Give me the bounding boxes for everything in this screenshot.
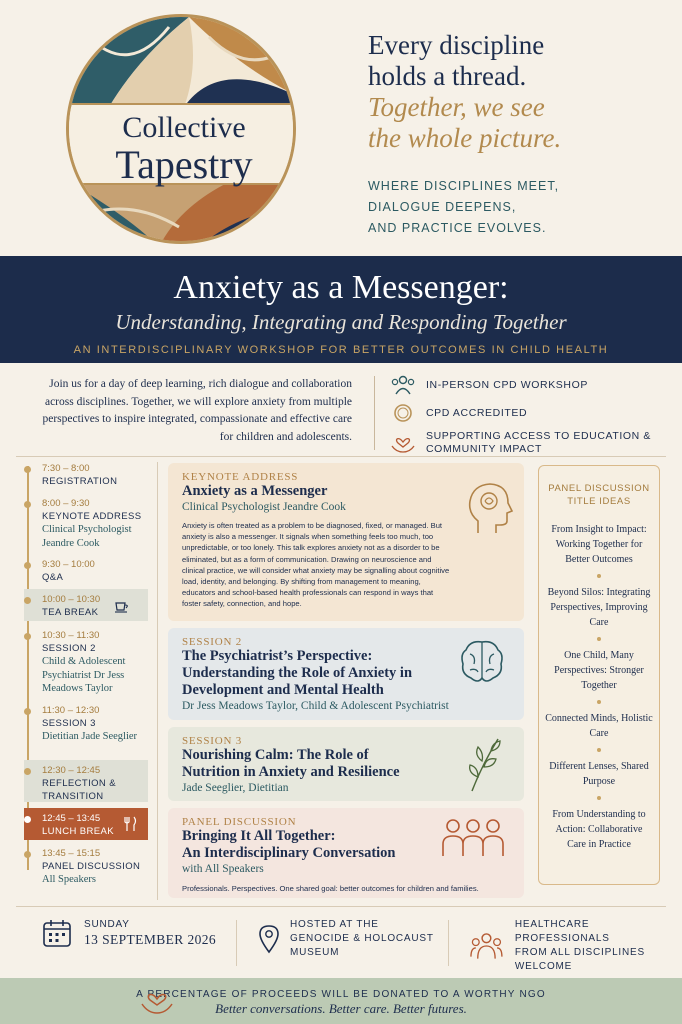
schedule-label: REGISTRATION	[42, 476, 118, 487]
session-2-kicker: SESSION 2	[182, 636, 243, 648]
schedule-label: TEA BREAK	[42, 607, 99, 618]
footer-slogan: Better conversations. Better care. Better futures.	[215, 1001, 467, 1016]
schedule-item	[24, 629, 148, 696]
event-title: Anxiety as a Messenger:	[173, 269, 509, 306]
feature-list	[390, 374, 660, 462]
teacup-icon	[114, 599, 130, 613]
reflection-row	[24, 760, 148, 802]
schedule-label: LUNCH BREAK	[42, 826, 114, 837]
info-separator	[448, 920, 449, 966]
timeline-dot	[24, 633, 31, 640]
group-people-icon	[440, 818, 506, 858]
title-band	[0, 256, 682, 363]
event-subtitle: Understanding, Integrating and Responding Together	[115, 310, 567, 334]
timeline-dot	[24, 562, 31, 569]
info-separator	[236, 920, 237, 966]
tagline-line-2: holds a thread.	[368, 61, 527, 91]
schedule-time: 13:45 – 15:15	[42, 848, 101, 859]
schedule-item	[24, 704, 148, 744]
donation-note: A PERCENTAGE OF PROCEEDS WILL BE DONATED TO A WORTHY NGO	[136, 989, 546, 1000]
leaf-branch-icon	[464, 735, 504, 793]
idea-separator	[597, 748, 601, 752]
timeline-dot	[24, 501, 31, 508]
tagline-sub-1: WHERE DISCIPLINES MEET,	[368, 179, 560, 193]
session-3-kicker: SESSION 3	[182, 735, 243, 747]
panel-idea: Different Lenses, Shared Purpose	[549, 761, 649, 787]
schedule-label: REFLECTION & TRANSITION	[42, 778, 116, 802]
event-kicker: AN INTERDISCIPLINARY WORKSHOP FOR BETTER OUTCOMES IN CHILD HEALTH	[73, 344, 609, 356]
schedule-item	[24, 764, 148, 803]
schedule-speaker: Dietitian Jade Seeglier	[42, 731, 138, 742]
intro-divider	[374, 376, 375, 450]
location-pin-icon	[258, 924, 280, 954]
tagline-line-4: the whole picture.	[368, 123, 562, 153]
panel-idea: Beyond Silos: Integrating Perspectives, Improving Care	[547, 587, 651, 628]
keynote-description: Anxiety is often treated as a problem to be diagnosed, fixed, or managed. But anxiety is also a messenger. It signals when something feels too much, too unpredictable, or too lonely. This talk explores anxiety not as a disorder to be eliminated, but as a form of communication. Drawing on neuroscience and clinical practice, we will consider what anxiety may be signalling about cognitive load, identity, and belonging. By shifting from management to meaning, educators and school-based health professionals can respond in ways that foster safety, connection, and hope.	[182, 521, 450, 609]
info-divider	[16, 906, 666, 907]
idea-separator	[597, 796, 601, 800]
heart-hands-icon	[140, 986, 174, 1016]
schedule-time: 12:30 – 12:45	[42, 765, 101, 776]
schedule-label: PANEL DISCUSSION	[42, 861, 141, 872]
schedule-time: 9:30 – 10:00	[42, 559, 95, 570]
feature-item	[390, 402, 660, 424]
panel-ideas-box	[538, 465, 660, 885]
schedule-time: 12:45 – 13:45	[42, 813, 101, 824]
schedule-time: 8:00 – 9:30	[42, 498, 90, 509]
calendar-icon	[42, 918, 72, 948]
schedule-item	[24, 497, 148, 550]
panel-description: Professionals. Perspectives. One shared goal: better outcomes for children and families.	[182, 884, 479, 893]
schedule-time: 11:30 – 12:30	[42, 705, 100, 716]
event-date: 13 SEPTEMBER 2026	[84, 932, 217, 947]
feature-text: CPD ACCREDITED	[426, 406, 528, 419]
logo-line-2: Tapestry	[115, 142, 253, 187]
schedule-time: 10:30 – 11:30	[42, 630, 100, 641]
footer-band	[0, 978, 682, 1024]
schedule-item	[24, 847, 148, 887]
timeline-dot	[24, 768, 31, 775]
schedule-speaker: Clinical Psychologist Jeandre Cook	[42, 524, 132, 549]
session-2-title-2: Understanding the Role of Anxiety in	[182, 665, 413, 681]
schedule-time: 10:00 – 10:30	[42, 594, 101, 605]
keynote-title: Anxiety as a Messenger	[182, 483, 328, 499]
venue-info	[258, 918, 434, 960]
header	[0, 0, 682, 256]
logo-line-1: Collective	[122, 111, 246, 144]
venue-line-3: MUSEUM	[290, 947, 340, 958]
schedule-label: SESSION 2	[42, 643, 96, 654]
timeline-dot	[24, 597, 31, 604]
feature-text: SUPPORTING ACCESS TO EDUCATION & COMMUNITY IMPACT	[426, 430, 651, 455]
section-divider	[16, 456, 666, 457]
panel-kicker: PANEL DISCUSSION	[182, 816, 297, 828]
timeline-dot	[24, 816, 31, 823]
logo	[66, 14, 296, 244]
panel-speaker: with All Speakers	[182, 863, 264, 875]
schedule-label: SESSION 3	[42, 718, 96, 729]
session-2-speaker: Dr Jess Meadows Taylor, Child & Adolescent Psychiatrist	[182, 700, 449, 712]
keynote-card	[168, 463, 524, 621]
schedule-time: 7:30 – 8:00	[42, 463, 90, 474]
audience-info	[470, 918, 682, 974]
session-3-card	[168, 727, 524, 801]
session-3-title-1: Nourishing Calm: The Role of	[182, 747, 369, 763]
tea-break-row	[24, 589, 148, 621]
tagline-line-1: Every discipline	[368, 30, 545, 60]
panel-title-1: Bringing It All Together:	[182, 828, 336, 844]
timeline-dot	[24, 708, 31, 715]
session-2-title-3: Development and Mental Health	[182, 682, 384, 698]
lunch-break-row	[24, 808, 148, 840]
schedule-speaker: Child & Adolescent Psychiatrist Dr Jess Meadows Taylor	[42, 656, 126, 694]
tagline-sub-2: DIALOGUE DEEPENS,	[368, 200, 517, 214]
people-icon	[390, 374, 416, 396]
panel-ideas-heading: PANEL DISCUSSION TITLE IDEAS	[548, 483, 650, 507]
keynote-kicker: KEYNOTE ADDRESS	[182, 471, 299, 483]
feature-item	[390, 374, 660, 396]
tagline-line-3: Together, we see	[368, 92, 545, 122]
idea-separator	[597, 637, 601, 641]
column-divider	[157, 462, 158, 900]
timeline-dot	[24, 466, 31, 473]
date-info	[42, 918, 216, 948]
session-2-card	[168, 628, 524, 720]
idea-separator	[597, 700, 601, 704]
audience-line-1: HEALTHCARE PROFESSIONALS	[514, 919, 610, 944]
panel-title-2: An Interdisciplinary Conversation	[182, 845, 396, 861]
schedule-label: KEYNOTE ADDRESS	[42, 511, 142, 522]
keynote-speaker: Clinical Psychologist Jeandre Cook	[182, 501, 346, 513]
feature-item	[390, 430, 660, 456]
panel-idea: From Understanding to Action: Collaborative Care in Practice	[552, 809, 646, 850]
idea-separator	[597, 574, 601, 578]
head-mind-icon	[464, 479, 514, 535]
feature-text: IN-PERSON CPD WORKSHOP	[426, 378, 588, 391]
schedule-item	[24, 558, 148, 584]
badge-icon	[390, 402, 416, 424]
panel-discussion-card	[168, 808, 524, 898]
schedule-label: Q&A	[42, 572, 64, 583]
session-2-title-1: The Psychiatrist’s Perspective:	[182, 648, 373, 664]
event-day: SUNDAY	[84, 919, 130, 930]
session-3-title-2: Nutrition in Anxiety and Resilience	[182, 764, 400, 780]
audience-line-2: FROM ALL DISCIPLINES	[514, 947, 645, 958]
panel-idea: From Insight to Impact: Working Together for Better Outcomes	[551, 524, 647, 565]
venue-line-2: GENOCIDE & HOLOCAUST	[290, 933, 434, 944]
audience-line-3: WELCOME	[514, 961, 573, 972]
panel-idea: Connected Minds, Holistic Care	[545, 713, 653, 739]
cutlery-icon	[124, 816, 138, 832]
tagline	[368, 30, 668, 239]
intro-text: Join us for a day of deep learning, rich dialogue and collaboration across disciplines. Together, we will explore anxiety from multiple perspectives to inspire integrated, compassionate and effective care for children and adolescents.	[42, 378, 352, 443]
audience-people-icon	[470, 931, 503, 961]
brain-icon	[458, 638, 506, 684]
tagline-sub-3: AND PRACTICE EVOLVES.	[368, 221, 547, 235]
venue-line-1: HOSTED AT THE	[290, 919, 379, 930]
logo-wordmark	[66, 103, 296, 185]
panel-idea: One Child, Many Perspectives: Stronger Together	[554, 650, 644, 691]
heart-hands-icon	[390, 432, 416, 454]
timeline-dot	[24, 851, 31, 858]
schedule-speaker: All Speakers	[42, 874, 96, 885]
tagline-sub	[368, 176, 668, 239]
schedule-item	[24, 462, 148, 488]
session-3-speaker: Jade Seeglier, Dietitian	[182, 782, 289, 794]
